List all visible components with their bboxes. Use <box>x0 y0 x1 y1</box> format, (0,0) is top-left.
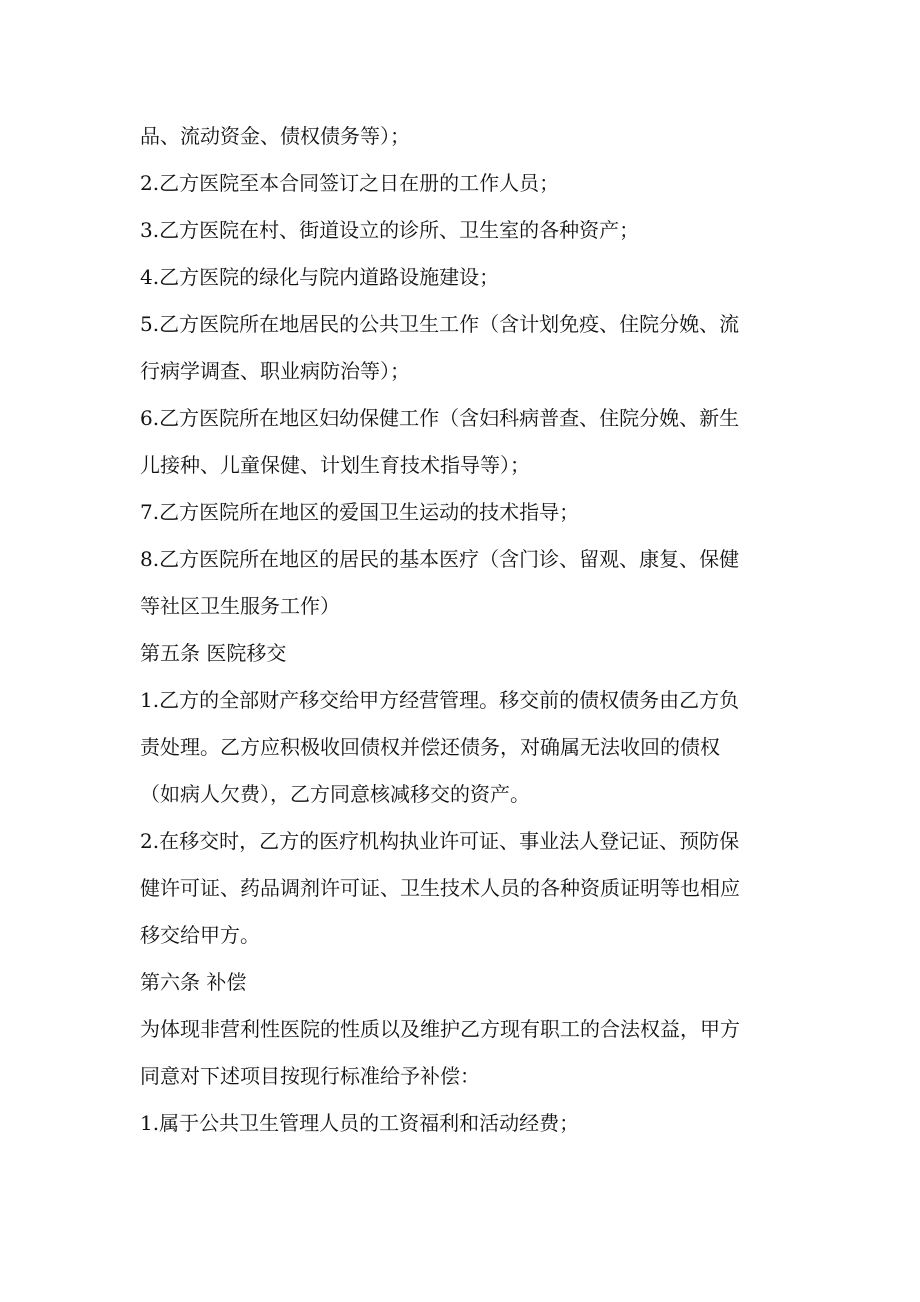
text-line: 3.乙方医院在村、街道设立的诊所、卫生室的各种资产； <box>140 218 640 242</box>
text-line: 8.乙方医院所在地区的居民的基本医疗（含门诊、留观、康复、保健 <box>140 547 740 571</box>
text-line: 移交给甲方。 <box>140 923 260 947</box>
section-heading: 第六条 补偿 <box>140 970 247 994</box>
section-heading: 第五条 医院移交 <box>140 641 287 665</box>
text-line: 品、流动资金、债权债务等）； <box>140 124 410 148</box>
text-line: 为体现非营利性医院的性质以及维护乙方现有职工的合法权益，甲方 <box>140 1017 740 1041</box>
text-line: 行病学调查、职业病防治等）； <box>140 359 410 383</box>
text-line: 等社区卫生服务工作） <box>140 594 340 618</box>
text-line: 2.在移交时，乙方的医疗机构执业许可证、事业法人登记证、预防保 <box>140 829 740 853</box>
text-line: 1.乙方的全部财产移交给甲方经营管理。移交前的债权债务由乙方负 <box>140 688 740 712</box>
text-line: 健许可证、药品调剂许可证、卫生技术人员的各种资质证明等也相应 <box>140 876 740 900</box>
text-line: 7.乙方医院所在地区的爱国卫生运动的技术指导； <box>140 500 580 524</box>
text-line: 同意对下述项目按现行标准给予补偿： <box>140 1064 480 1088</box>
text-line: 4.乙方医院的绿化与院内道路设施建设； <box>140 265 500 289</box>
text-line: 责处理。乙方应积极收回债权并偿还债务，对确属无法收回的债权 <box>140 735 720 759</box>
text-line: 6.乙方医院所在地区妇幼保健工作（含妇科病普查、住院分娩、新生 <box>140 406 740 430</box>
text-line: 儿接种、儿童保健、计划生育技术指导等）； <box>140 453 530 477</box>
text-line: 2.乙方医院至本合同签订之日在册的工作人员； <box>140 171 560 195</box>
document-body <box>140 113 790 1147</box>
text-line: 5.乙方医院所在地居民的公共卫生工作（含计划免疫、住院分娩、流 <box>140 312 740 336</box>
text-line: （如病人欠费），乙方同意核减移交的资产。 <box>140 782 530 806</box>
text-line: 1.属于公共卫生管理人员的工资福利和活动经费； <box>140 1111 580 1135</box>
